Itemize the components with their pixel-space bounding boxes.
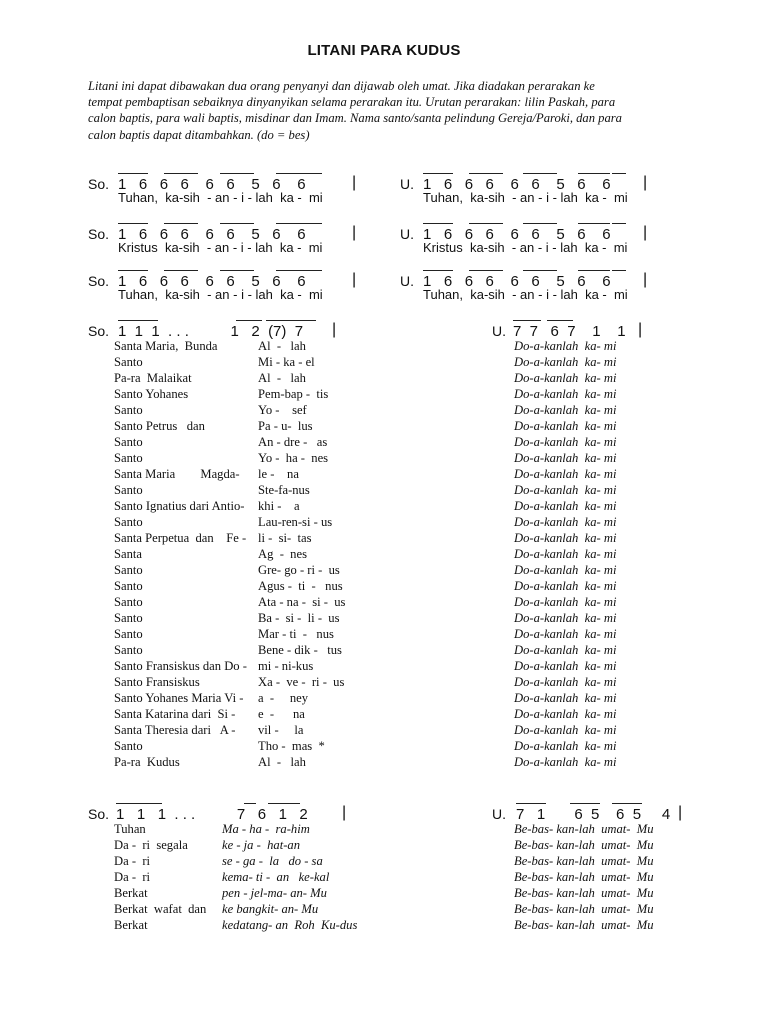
notation: 1 6 6 6 6 6 5 6 6 [118,176,306,193]
page-title: LITANI PARA KUDUS [307,42,461,59]
invocation-syllables: Yo - sef [258,403,307,417]
note-beam [236,320,262,321]
invocation-text: Santo [114,739,143,753]
notation: 1 6 6 6 6 6 5 6 6 [423,273,611,290]
invocation-text: Santo [114,579,143,593]
intro-line: calon baptis, para wali baptis, misdinar dan Imam. Nama santo/santa pelindung Gereja/Paroki, dan para [88,111,622,126]
note-beam [118,320,158,321]
bar-line: | [643,224,648,241]
people-response: Do-a-kanlah ka- mi [514,419,617,433]
people-response: Do-a-kanlah ka- mi [514,563,617,577]
invocation-syllables: Ste-fa-nus [258,483,310,497]
people-response: Do-a-kanlah ka- mi [514,339,617,353]
note-beam [423,173,453,174]
people-response: Do-a-kanlah ka- mi [514,435,617,449]
note-beam [570,803,600,804]
bar-line: | [342,804,347,821]
people-response: Be-bas- kan-lah umat- Mu [514,838,654,852]
soloist-label: So. [88,273,110,289]
note-beam [469,173,503,174]
soloist-label: So. [88,806,110,822]
soloist-label: So. [88,323,110,339]
note-beam [578,270,610,271]
note-beam [612,270,626,271]
lyric-line: Kristus ka-sih - an - i - lah ka - mi [423,240,628,255]
invocation-syllables: ke bangkit- an- Mu [222,902,319,916]
people-response: Do-a-kanlah ka- mi [514,467,617,481]
notation: 1 6 6 6 6 6 5 6 6 [118,273,306,290]
soloist-label: So. [88,226,110,242]
bar-line: | [643,174,648,191]
invocation-text: Santo [114,483,143,497]
people-response: Be-bas- kan-lah umat- Mu [514,918,654,932]
people-response: Do-a-kanlah ka- mi [514,531,617,545]
invocation-text: Santo [114,611,143,625]
note-beam [612,223,626,224]
invocation-text: Santo Fransiskus dan Do - [114,659,247,673]
invocation-syllables: An - dre - as [258,435,328,449]
note-beam [469,223,503,224]
notation: 1 6 6 6 6 6 5 6 6 [423,176,611,193]
people-response: Be-bas- kan-lah umat- Mu [514,870,654,884]
note-beam [268,803,300,804]
bar-line: | [332,321,337,338]
note-beam [164,270,198,271]
invocation-syllables: Agus - ti - nus [258,579,343,593]
invocation-syllables: Bene - dik - tus [258,643,342,657]
note-beam [612,173,626,174]
invocation-syllables: Mi - ka - el [258,355,315,369]
invocation-text: Santa Maria Magda- [114,467,240,481]
invocation-text: Santo [114,355,143,369]
notation: 7 1 6 5 6 5 4 [516,806,671,823]
people-response: Do-a-kanlah ka- mi [514,579,617,593]
intro-paragraph [88,78,688,143]
invocation-syllables: Ag - nes [258,547,307,561]
invocation-text: Santo [114,595,143,609]
note-beam [423,270,453,271]
invocation-text: Pa-ra Malaikat [114,371,192,385]
notation: 1 1 1 . . . 7 6 1 2 [116,806,308,823]
note-beam [469,270,503,271]
people-label: U. [400,176,414,192]
note-beam [244,803,256,804]
invocation-syllables: khi - a [258,499,300,513]
people-response: Do-a-kanlah ka- mi [514,499,617,513]
invocation-text: Santa Perpetua dan Fe - [114,531,247,545]
invocation-text: Berkat [114,886,148,900]
invocation-text: Da - ri segala [114,838,188,852]
invocation-syllables: mi - ni-kus [258,659,314,673]
bar-line: | [352,174,357,191]
people-label: U. [492,323,506,339]
invocation-syllables: li - si- tas [258,531,312,545]
note-beam [118,223,148,224]
invocation-text: Santo Fransiskus [114,675,200,689]
invocation-text: Tuhan [114,822,146,836]
invocation-text: Santo [114,403,143,417]
note-beam [308,223,322,224]
note-beam [612,803,642,804]
invocation-text: Santo Yohanes Maria Vi - [114,691,244,705]
people-response: Do-a-kanlah ka- mi [514,595,617,609]
note-beam [523,223,557,224]
note-beam [423,223,453,224]
invocation-syllables: ke - ja - hat-an [222,838,300,852]
note-beam [276,173,308,174]
people-label: U. [400,273,414,289]
invocation-syllables: Mar - ti - nus [258,627,334,641]
invocation-syllables: pen - jel-ma- an- Mu [222,886,327,900]
invocation-syllables: Al - lah [258,755,306,769]
note-beam [118,173,148,174]
note-beam [164,223,198,224]
invocation-text: Santo Yohanes [114,387,189,401]
bar-line: | [352,224,357,241]
intro-line: calon baptis dapat ditambahkan. (do = bes) [88,127,310,142]
notation: 1 1 1 . . . 1 2 (7) 7 [118,323,304,340]
invocation-text: Da - ri [114,854,151,868]
invocation-syllables: Lau-ren-si - us [258,515,333,529]
people-response: Be-bas- kan-lah umat- Mu [514,902,654,916]
invocation-syllables: Ma - ha - ra-him [222,822,310,836]
invocation-syllables: Tho - mas * [258,739,325,753]
note-beam [578,223,610,224]
invocation-syllables: Xa - ve - ri - us [258,675,345,689]
notation: 7 7 6 7 1 1 [513,323,626,340]
note-beam [523,173,557,174]
people-response: Do-a-kanlah ka- mi [514,675,617,689]
invocation-syllables: se - ga - la do - sa [222,854,323,868]
invocation-text: Santa Theresia dari A - [114,723,236,737]
people-response: Do-a-kanlah ka- mi [514,707,617,721]
invocation-text: Santa Katarina dari Si - [114,707,236,721]
invocation-syllables: a - ney [258,691,309,705]
people-response: Be-bas- kan-lah umat- Mu [514,886,654,900]
invocation-text: Santa Maria, Bunda [114,339,218,353]
note-beam [118,270,148,271]
note-beam [578,173,610,174]
lyric-line: Tuhan, ka-sih - an - i - lah ka - mi [423,190,628,205]
invocation-text: Santo [114,643,143,657]
notation: 1 6 6 6 6 6 5 6 6 [423,226,611,243]
invocation-syllables: Gre- go - ri - us [258,563,340,577]
bar-line: | [643,271,648,288]
people-response: Do-a-kanlah ka- mi [514,659,617,673]
people-response: Be-bas- kan-lah umat- Mu [514,822,654,836]
note-beam [266,320,316,321]
note-beam [308,173,322,174]
invocation-syllables: vil - la [258,723,304,737]
people-response: Be-bas- kan-lah umat- Mu [514,854,654,868]
note-beam [308,270,322,271]
invocation-syllables: e - na [258,707,305,721]
note-beam [276,270,308,271]
people-response: Do-a-kanlah ka- mi [514,723,617,737]
intro-line: tempat pembaptisan sebaiknya dinyanyikan selama perarakan itu. Urutan perarakan: lilin Paskah, para [88,95,616,110]
people-response: Do-a-kanlah ka- mi [514,627,617,641]
invocation-text: Santo [114,435,143,449]
invocation-text: Santo [114,515,143,529]
lyric-line: Tuhan, ka-sih - an - i - lah ka - mi [423,287,628,302]
invocation-syllables: le - na [258,467,299,481]
note-beam [220,223,254,224]
people-response: Do-a-kanlah ka- mi [514,643,617,657]
people-response: Do-a-kanlah ka- mi [514,611,617,625]
people-label: U. [492,806,506,822]
people-response: Do-a-kanlah ka- mi [514,483,617,497]
invocation-text: Santo [114,563,143,577]
invocation-syllables: Pa - u- lus [258,419,313,433]
soloist-label: So. [88,176,110,192]
invocation-syllables: Ata - na - si - us [258,595,346,609]
people-response: Do-a-kanlah ka- mi [514,547,617,561]
invocation-text: Da - ri [114,870,151,884]
note-beam [220,270,254,271]
intro-line: Litani ini dapat dibawakan dua orang penyanyi dan dijawab oleh umat. Jika diadakan perarakan ke [88,79,595,93]
invocation-syllables: Al - lah [258,371,306,385]
invocation-text: Santo Ignatius dari Antio- [114,499,245,513]
lyric-line: Tuhan, ka-sih - an - i - lah ka - mi [118,190,323,205]
people-label: U. [400,226,414,242]
invocation-text: Santo [114,627,143,641]
invocation-text: Pa-ra Kudus [114,755,180,769]
lyric-line: Kristus ka-sih - an - i - lah ka - mi [118,240,323,255]
bar-line: | [638,321,643,338]
invocation-text: Santa [114,547,142,561]
note-beam [513,320,541,321]
invocation-syllables: Yo - ha - nes [258,451,329,465]
lyric-line: Tuhan, ka-sih - an - i - lah ka - mi [118,287,323,302]
note-beam [220,173,254,174]
notation: 1 6 6 6 6 6 5 6 6 [118,226,306,243]
note-beam [547,320,573,321]
note-beam [164,173,198,174]
invocation-syllables: Pem-bap - tis [258,387,329,401]
bar-line: | [352,271,357,288]
people-response: Do-a-kanlah ka- mi [514,403,617,417]
people-response: Do-a-kanlah ka- mi [514,755,617,769]
invocation-syllables: kema- ti - an ke-kal [222,870,330,884]
bar-line: | [678,804,683,821]
invocation-syllables: kedatang- an Roh Ku-dus [222,918,358,932]
people-response: Do-a-kanlah ka- mi [514,451,617,465]
people-response: Do-a-kanlah ka- mi [514,387,617,401]
note-beam [523,270,557,271]
people-response: Do-a-kanlah ka- mi [514,371,617,385]
invocation-syllables: Ba - si - li - us [258,611,340,625]
people-response: Do-a-kanlah ka- mi [514,515,617,529]
invocation-text: Santo Petrus dan [114,419,205,433]
invocation-text: Berkat [114,918,148,932]
people-response: Do-a-kanlah ka- mi [514,739,617,753]
people-response: Do-a-kanlah ka- mi [514,355,617,369]
invocation-text: Santo [114,451,143,465]
note-beam [516,803,546,804]
invocation-syllables: Al - lah [258,339,306,353]
note-beam [276,223,308,224]
people-response: Do-a-kanlah ka- mi [514,691,617,705]
note-beam [116,803,162,804]
invocation-text: Berkat wafat dan [114,902,207,916]
